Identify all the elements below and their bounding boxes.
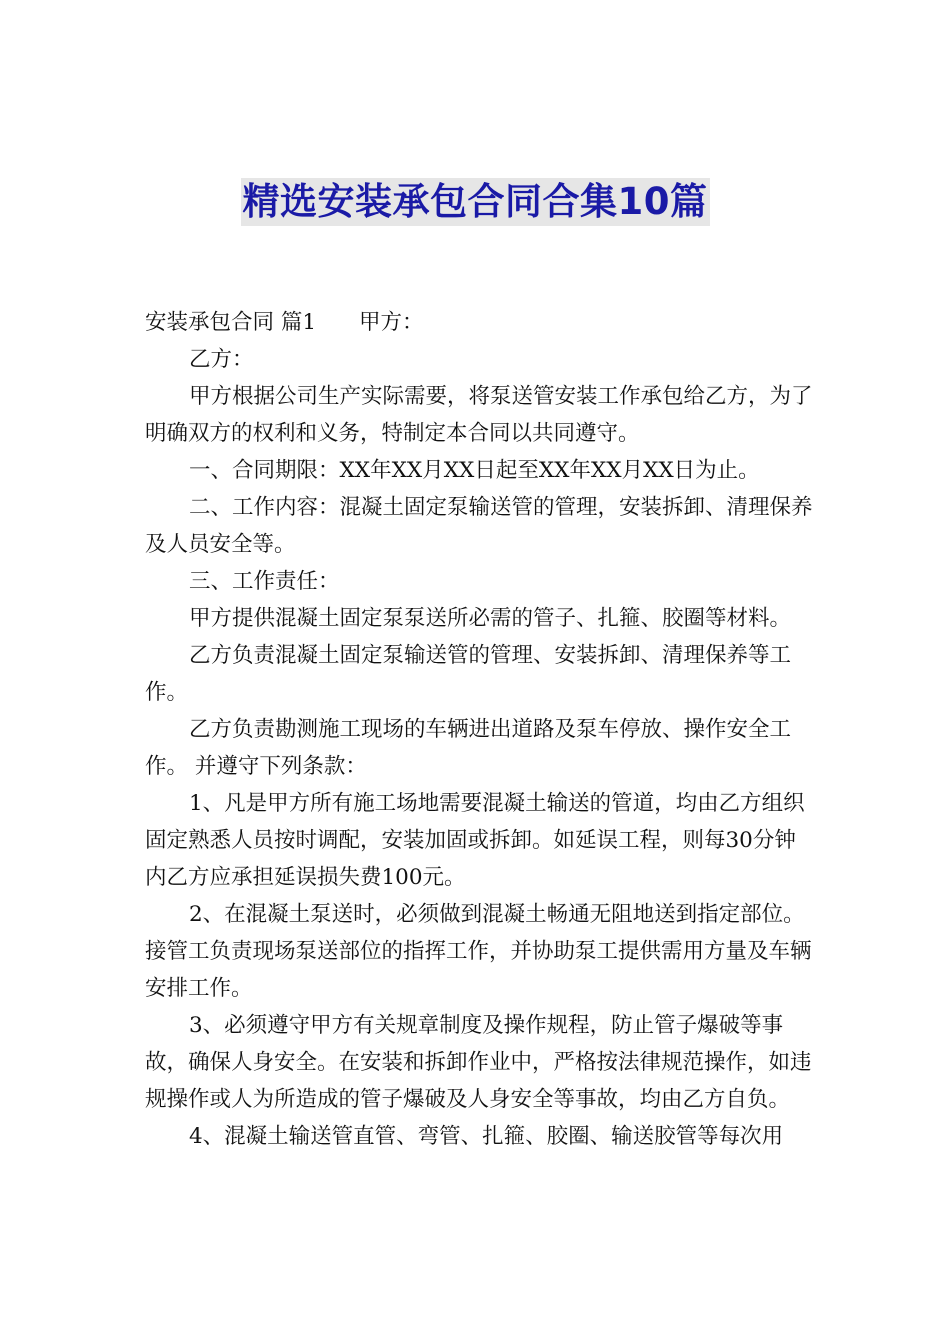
document-title: 精选安装承包合同合集10篇 [241, 178, 710, 226]
paragraph: 一、合同期限：XX年XX月XX日起至XX年XX月XX日为止。 [189, 458, 760, 483]
paragraph-heading: 安装承包合同 篇1 甲方： [145, 310, 424, 335]
paragraph: 甲方提供混凝土固定泵泵送所必需的管子、扎箍、胶圈等材料。 [189, 606, 792, 631]
paragraph: 甲方根据公司生产实际需要，将泵送管安装工作承包给乙方，为了明确双方的权利和义务，特制定本合同以共同遵守。 [145, 384, 813, 446]
paragraph: 乙方： [189, 347, 254, 372]
document-body [145, 304, 815, 1155]
title-container [0, 178, 950, 226]
paragraph: 乙方负责混凝土固定泵输送管的管理、安装拆卸、清理保养等工作。 [145, 643, 792, 705]
paragraph: 3、必须遵守甲方有关规章制度及操作规程，防止管子爆破等事故，确保人身安全。在安装和拆卸作业中，严格按法律规范操作，如违规操作或人为所造成的管子爆破及人身安全等事故，均由乙方自负。 [145, 1013, 812, 1112]
paragraph: 二、工作内容：混凝土固定泵输送管的管理，安装拆卸、清理保养及人员安全等。 [145, 495, 813, 557]
paragraph: 4、混凝土输送管直管、弯管、扎箍、胶圈、输送胶管等每次用 [189, 1124, 784, 1149]
paragraph: 乙方负责勘测施工现场的车辆进出道路及泵车停放、操作安全工作。 并遵守下列条款： [145, 717, 792, 779]
paragraph: 三、工作责任： [189, 569, 340, 594]
paragraph: 1、凡是甲方所有施工场地需要混凝土输送的管道，均由乙方组织固定熟悉人员按时调配，安装加固或拆卸。如延误工程，则每30分钟内乙方应承担延误损失费100元。 [145, 791, 805, 890]
paragraph: 2、在混凝土泵送时，必须做到混凝土畅通无阻地送到指定部位。接管工负责现场泵送部位的指挥工作，并协助泵工提供需用方量及车辆安排工作。 [145, 902, 812, 1001]
